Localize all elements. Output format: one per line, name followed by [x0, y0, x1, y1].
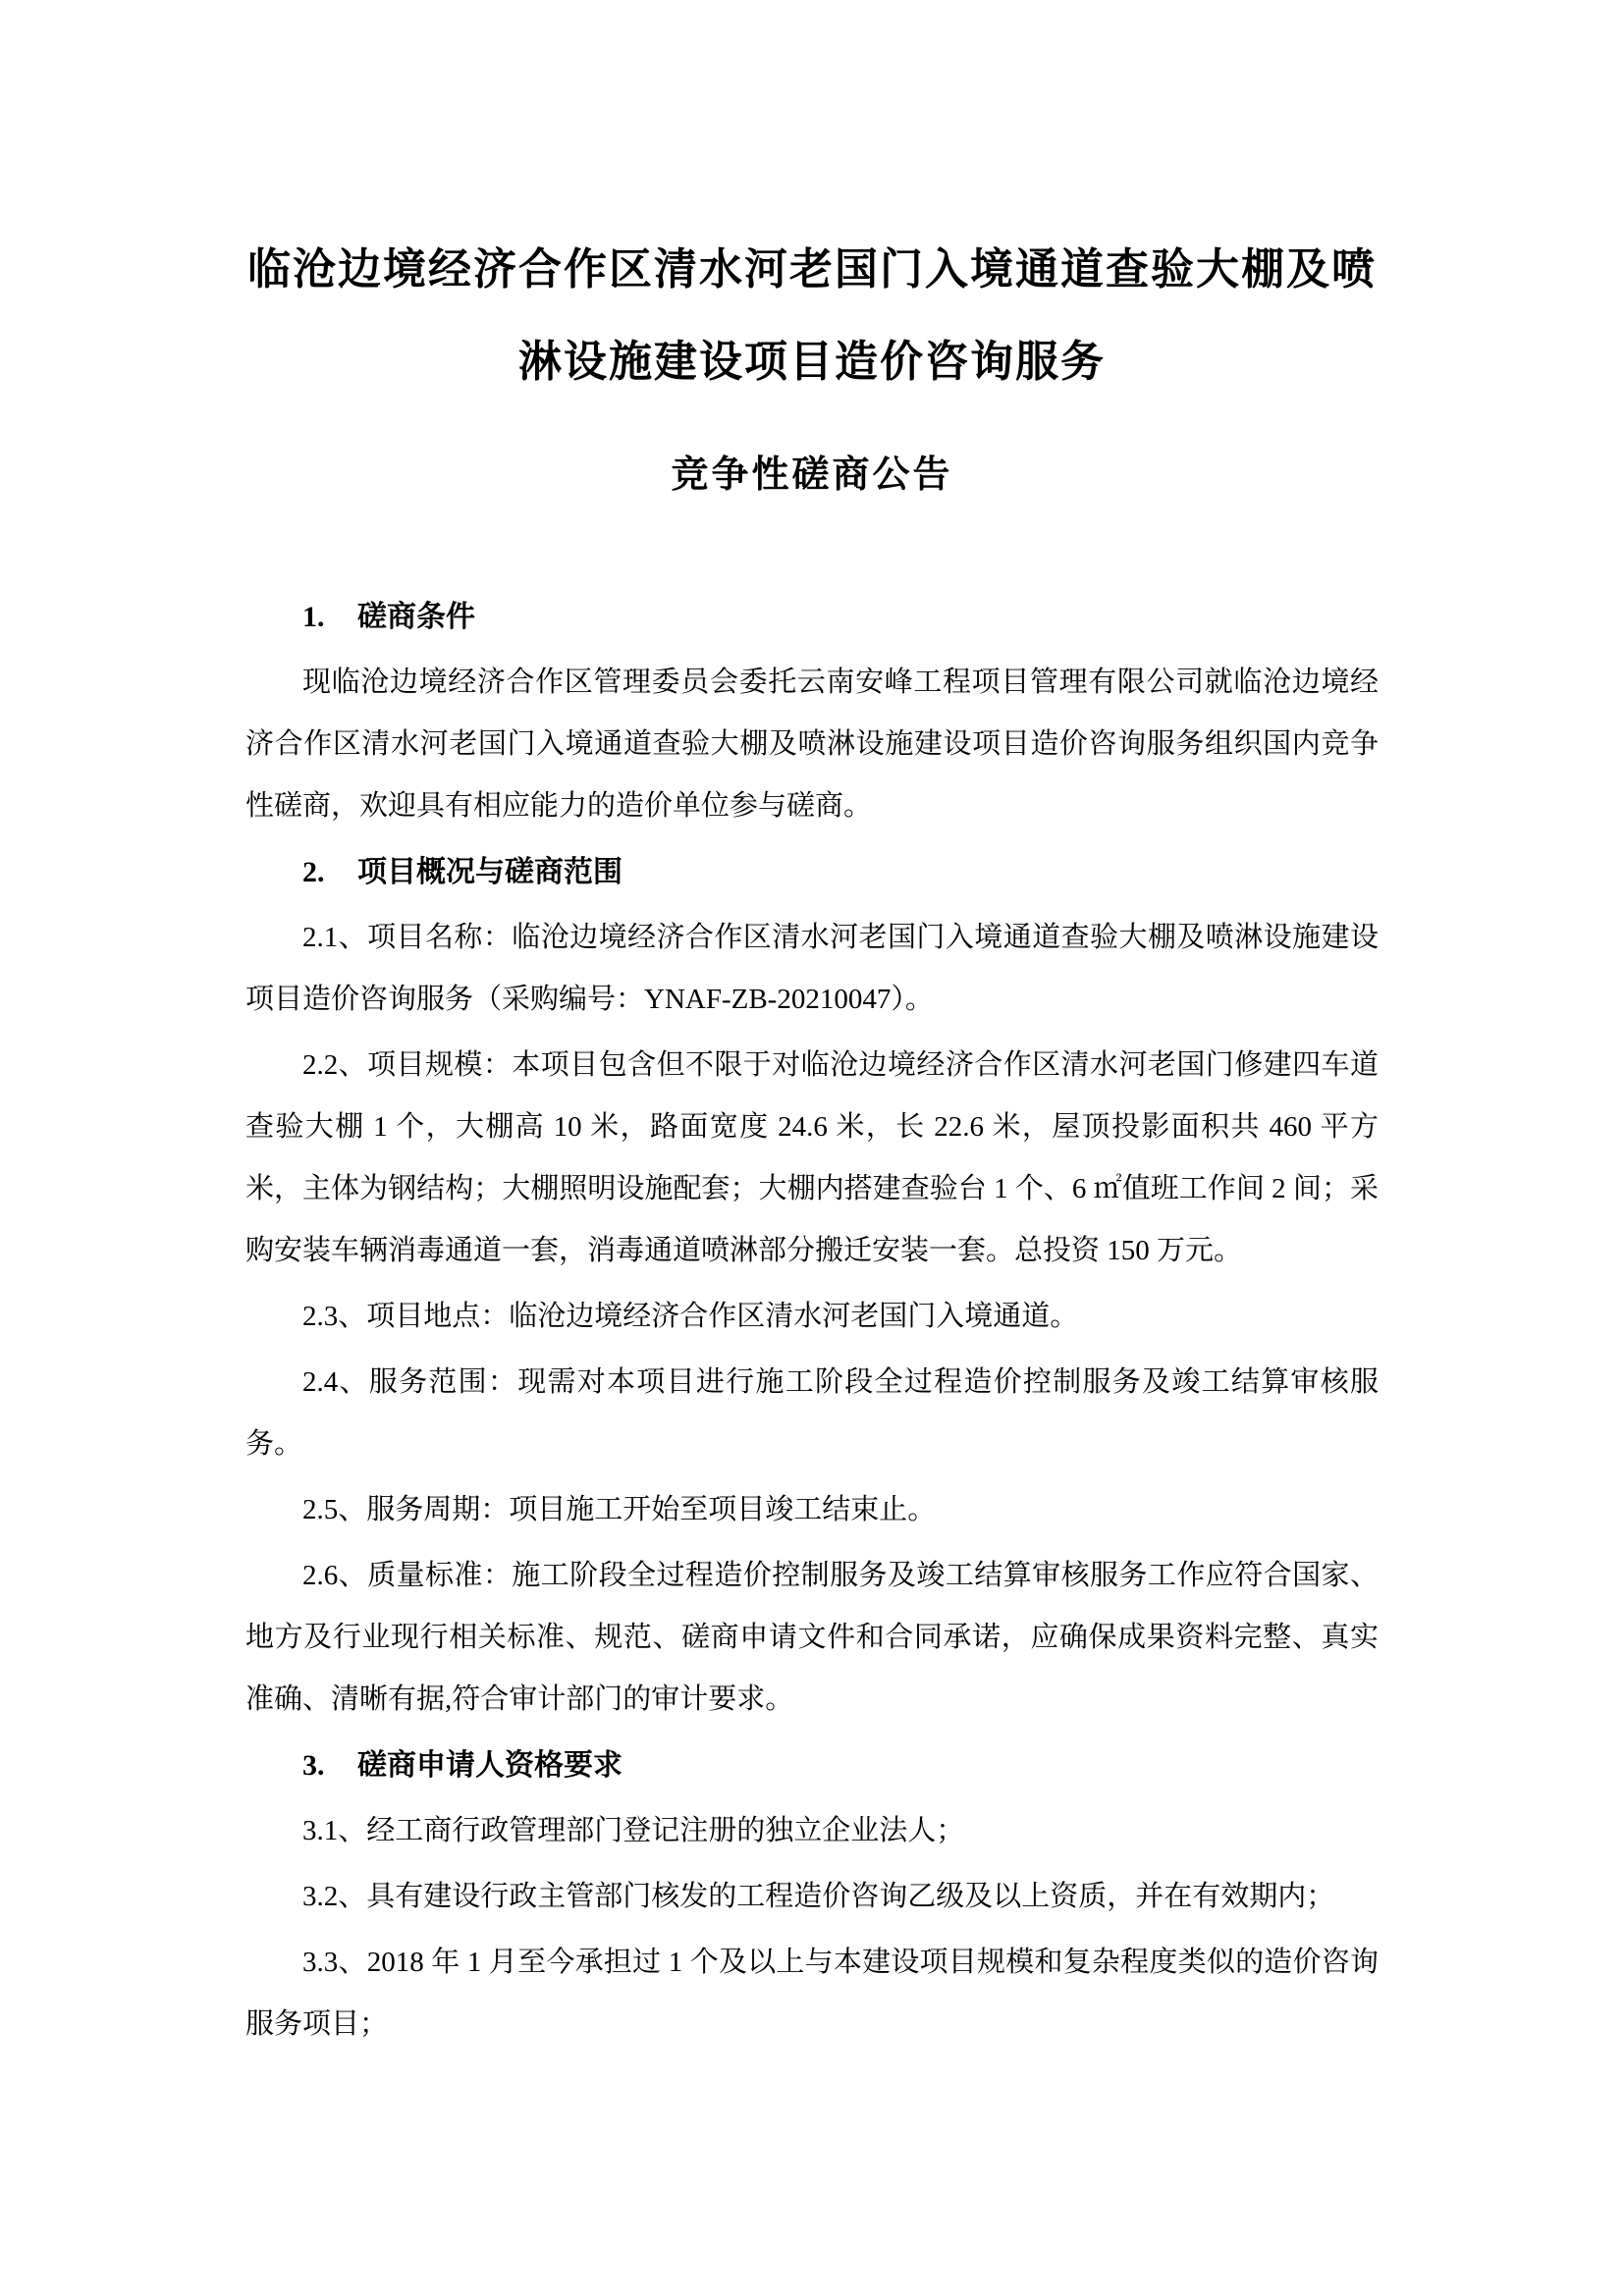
document-title [245, 224, 1379, 408]
paragraph-qualification-experience: 3.3、2018 年 1 月至今承担过 1 个及以上与本建设项目规模和复杂程度类似的造价咨询服务项目； [245, 1947, 1379, 2040]
section-heading-project-overview [245, 841, 1379, 903]
document-title-line-1: 临沧边境经济合作区清水河老国门入境通道查验大棚及喷 [247, 245, 1377, 294]
paragraph-project-scale: 2.2、项目规模：本项目包含但不限于对临沧边境经济合作区清水河老国门修建四车道查验大棚 1 个，大棚高 10 米，路面宽度 24.6 米，长 22.6 米，屋顶投影面积共 460 平方米，主体为钢结构；大棚照明设施配套；大棚内搭建查验台 1 个、6 ㎡值班工作间 2 间；采购安装车辆消毒通道一套，消毒通道喷淋部分搬迁安装一套。总投资 150 万元。 [245, 1049, 1379, 1266]
section-title: 磋商条件 [357, 601, 475, 633]
section-title: 磋商申请人资格要求 [357, 1749, 623, 1782]
paragraph-qualification-license: 3.2、具有建设行政主管部门核发的工程造价咨询乙级及以上资质，并在有效期内； [302, 1881, 1335, 1912]
section-number: 1. [302, 601, 325, 633]
paragraph-quality-standard: 2.6、质量标准：施工阶段全过程造价控制服务及竣工结算审核服务工作应符合国家、地方及行业现行相关标准、规范、磋商申请文件和合同承诺，应确保成果资料完整、真实准确、清晰有据,符合审计部门的审计要求。 [245, 1560, 1379, 1715]
document-body [245, 586, 1379, 2056]
section-number: 2. [302, 856, 325, 888]
document-title-line-2: 淋设施建设项目造价咨询服务 [518, 338, 1106, 386]
paragraph-negotiation-conditions: 现临沧边境经济合作区管理委员会委托云南安峰工程项目管理有限公司就临沧边境经济合作区清水河老国门入境通道查验大棚及喷淋设施建设项目造价咨询服务组织国内竞争性磋商，欢迎具有相应能力的造价单位参与磋商。 [245, 667, 1379, 822]
paragraph-qualification-legal-entity: 3.1、经工商行政管理部门登记注册的独立企业法人； [302, 1815, 965, 1846]
paragraph-project-location: 2.3、项目地点：临沧边境经济合作区清水河老国门入境通道。 [302, 1301, 1079, 1332]
document-subtitle: 竞争性磋商公告 [671, 454, 953, 496]
section-heading-applicant-qualifications [245, 1735, 1379, 1796]
section-number: 3. [302, 1749, 325, 1782]
section-heading-negotiation-conditions [245, 586, 1379, 648]
section-title: 项目概况与磋商范围 [357, 856, 623, 888]
paragraph-service-scope: 2.4、服务范围：现需对本项目进行施工阶段全过程造价控制服务及竣工结算审核服务。 [245, 1366, 1379, 1460]
paragraph-service-period: 2.5、服务周期：项目施工开始至项目竣工结束止。 [302, 1494, 937, 1525]
paragraph-project-name: 2.1、项目名称：临沧边境经济合作区清水河老国门入境通道查验大棚及喷淋设施建设项目造价咨询服务（采购编号：YNAF-ZB-20210047）。 [245, 922, 1379, 1015]
